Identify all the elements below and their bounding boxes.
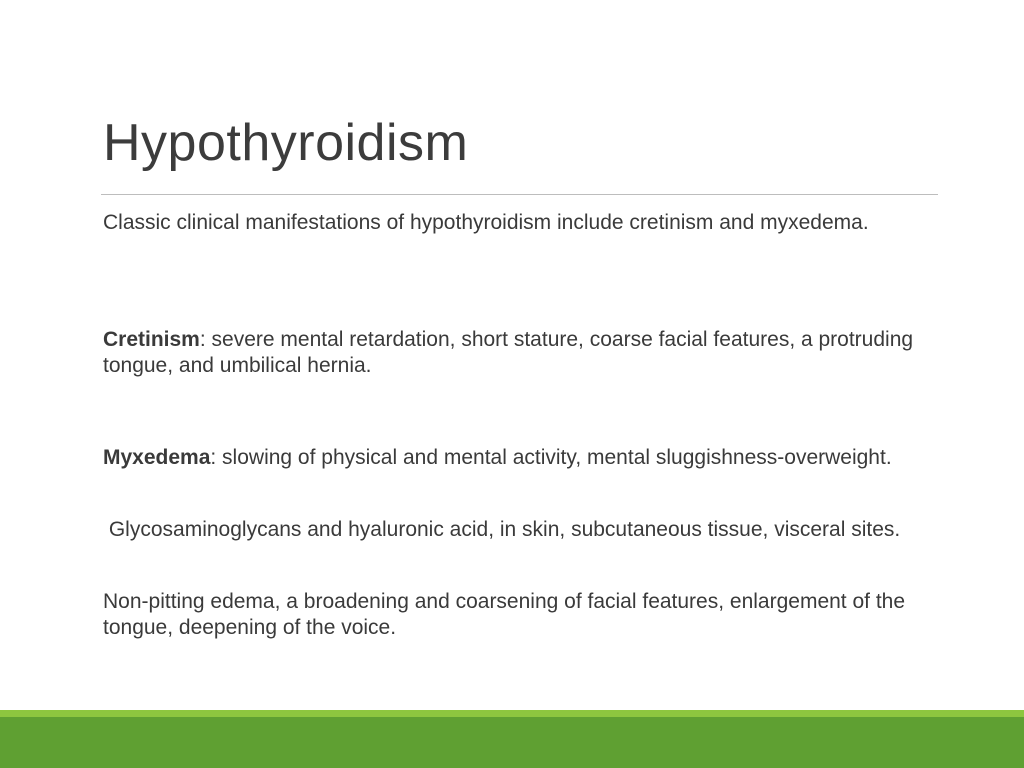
paragraph-myxedema bbox=[103, 445, 943, 471]
paragraph-intro bbox=[103, 210, 943, 236]
term-cretinism: Cretinism bbox=[103, 328, 200, 351]
paragraph-cretinism-text: : severe mental retardation, short stature, coarse facial features, a protruding tongue, and umbilical hernia. bbox=[103, 328, 914, 377]
paragraph-glycosaminoglycans bbox=[103, 517, 943, 543]
paragraph-myxedema-text: : slowing of physical and mental activity, mental sluggishness-overweight. bbox=[210, 446, 892, 469]
footer-band bbox=[0, 717, 1024, 768]
title-divider bbox=[101, 194, 938, 195]
footer-accent-stripe bbox=[0, 710, 1024, 717]
slide-title: Hypothyroidism bbox=[103, 114, 469, 172]
paragraph-intro-text: Classic clinical manifestations of hypothyroidism include cretinism and myxedema. bbox=[103, 211, 869, 234]
paragraph-glycosaminoglycans-text: Glycosaminoglycans and hyaluronic acid, in skin, subcutaneous tissue, visceral sites. bbox=[103, 518, 901, 541]
term-myxedema: Myxedema bbox=[103, 446, 211, 469]
paragraph-edema-text: Non-pitting edema, a broadening and coarsening of facial features, enlargement of the tongue, deepening of the voice. bbox=[103, 590, 906, 639]
paragraph-cretinism bbox=[103, 327, 943, 379]
paragraph-edema bbox=[103, 589, 943, 641]
